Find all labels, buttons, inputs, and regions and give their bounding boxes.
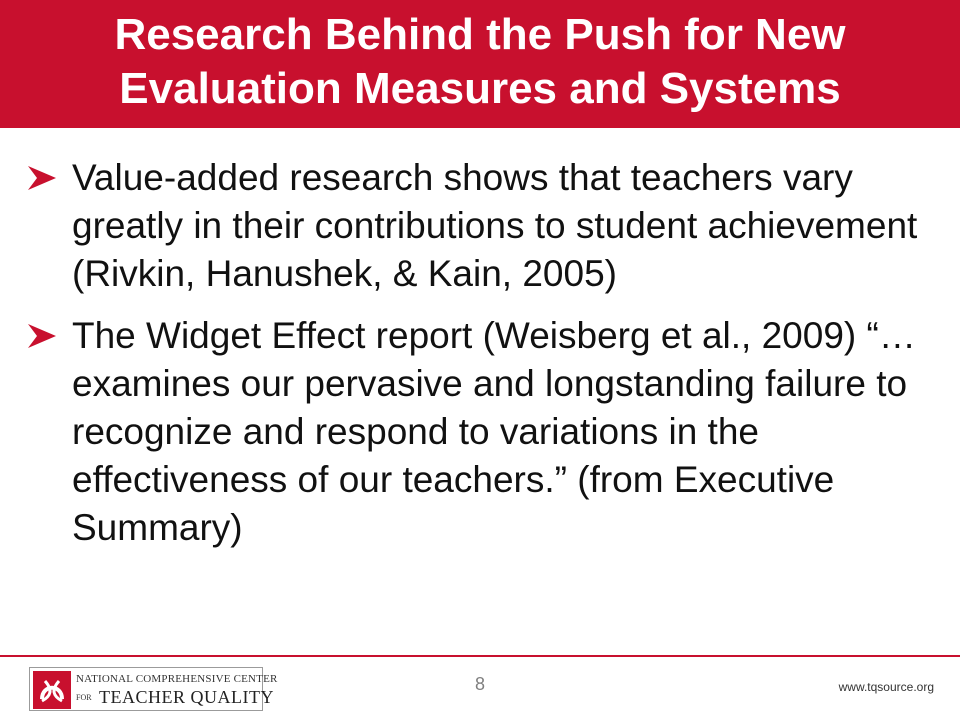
- logo-text-line-2: TEACHER QUALITY: [99, 687, 274, 707]
- bullet-item-2: [28, 312, 928, 552]
- bullet-item-1: [28, 154, 928, 298]
- page-number: 8: [474, 674, 485, 694]
- footer-divider: [0, 655, 960, 657]
- bullet-list: [28, 154, 928, 552]
- slide-title: [0, 8, 960, 116]
- title-banner: [0, 0, 960, 128]
- slide-title-line-1: Research Behind the Push for New: [114, 10, 846, 59]
- bullet-text-2: The Widget Effect report (Weisberg et al., 2009) “…examines our pervasive and longstanding failure to recognize and respond to variations in the effectiveness of our teachers.” (from Executive Summary): [72, 315, 916, 548]
- slide-title-line-2: Evaluation Measures and Systems: [119, 64, 841, 113]
- arrow-bullet-icon: [28, 166, 56, 190]
- bullet-text-1: Value-added research shows that teachers vary greatly in their contributions to student achievement (Rivkin, Hanushek, & Kain, 2005): [72, 157, 918, 294]
- logo-text-line-1: NATIONAL COMPREHENSIVE CENTER: [76, 673, 278, 685]
- site-url: www.tqsource.org: [838, 680, 934, 694]
- arrow-bullet-icon: [28, 324, 56, 348]
- logo-text-for: FOR: [76, 693, 92, 702]
